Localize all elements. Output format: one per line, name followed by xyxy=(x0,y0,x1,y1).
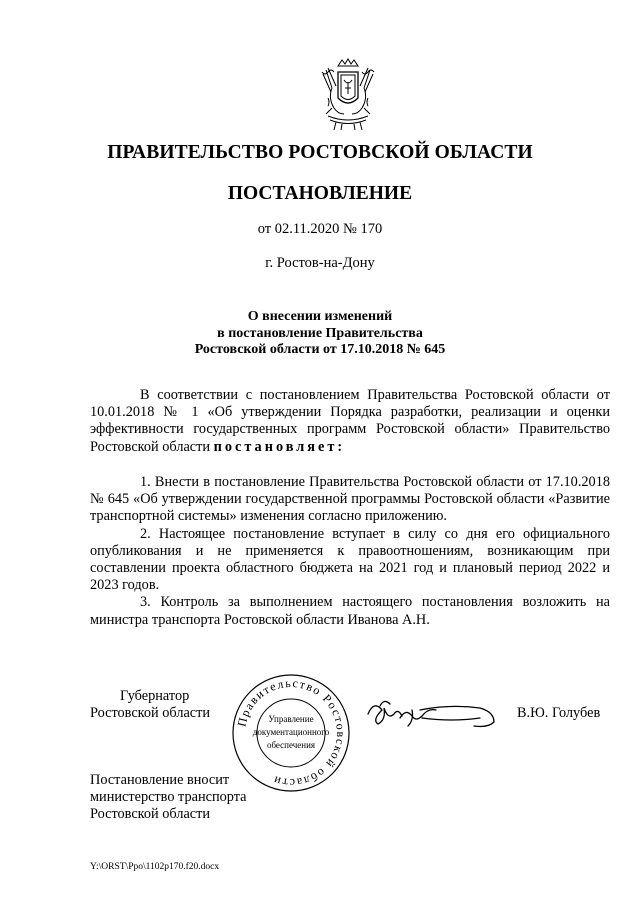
signatory-title xyxy=(90,688,210,722)
government-title: ПРАВИТЕЛЬСТВО РОСТОВСКОЙ ОБЛАСТИ xyxy=(107,142,533,163)
decree-items xyxy=(90,474,610,629)
stamp-inner-line: документационного xyxy=(252,727,330,737)
preamble-paragraph xyxy=(90,387,610,456)
stamp-inner-line: обеспечения xyxy=(266,740,316,750)
stamp-ring-text: Правительство Ростовской области xyxy=(234,675,349,791)
handwritten-signature xyxy=(360,688,500,732)
official-stamp xyxy=(230,672,352,794)
submitted-by-line: Ростовской области xyxy=(90,806,211,822)
decree-item: 3. Контроль за выполнением настоящего постановления возложить на министра транспорта Ростовской области Иванова А.Н. xyxy=(90,594,610,628)
signatory-title-line: Губернатор xyxy=(120,688,190,704)
subject-line: О внесении изменений xyxy=(247,309,393,324)
submitted-by-line: Постановление вносит xyxy=(90,772,230,788)
submitted-by xyxy=(90,772,247,823)
document-type: ПОСТАНОВЛЕНИЕ xyxy=(227,183,413,204)
subject-line: Ростовской области от 17.10.2018 № 645 xyxy=(194,342,446,357)
document-city: г. Ростов-на-Дону xyxy=(265,255,375,271)
decree-item: 2. Настоящее постановление вступает в силу со дня его официального опубликования и не применяется к правоотношениям, возникающим при составлении проекта областного бюджета на 2021 год и плановый период 2022 и 2023 годов. xyxy=(90,525,610,594)
document-date-number: от 02.11.2020 № 170 xyxy=(257,221,383,237)
coat-of-arms-icon xyxy=(318,58,378,132)
subject-line: в постановление Правительства xyxy=(217,325,423,341)
preamble-text: В соответствии с постановлением Правительства Ростовской области от 10.01.2018 № 1 «Об утверждении Порядка разработки, реализации и оценки эффективности государственных программ Ростовской области» Правительство Ростовской области xyxy=(90,387,610,455)
file-path: Y:\ORST\Ppo\1102p170.f20.docx xyxy=(90,862,220,872)
signatory-name: В.Ю. Голубев xyxy=(517,705,601,721)
decree-word: постановляет: xyxy=(213,438,346,455)
document-subject xyxy=(0,309,640,359)
stamp-inner-line: Управление xyxy=(268,714,314,724)
signatory-title-line: Ростовской области xyxy=(90,705,211,721)
decree-item: 1. Внести в постановление Правительства Ростовской области от 17.10.2018 № 645 «Об утверждении государственной программы Ростовской области «Развитие транспортной системы» изменения согласно приложению. xyxy=(90,474,610,525)
submitted-by-line: министерство транспорта xyxy=(90,789,247,805)
